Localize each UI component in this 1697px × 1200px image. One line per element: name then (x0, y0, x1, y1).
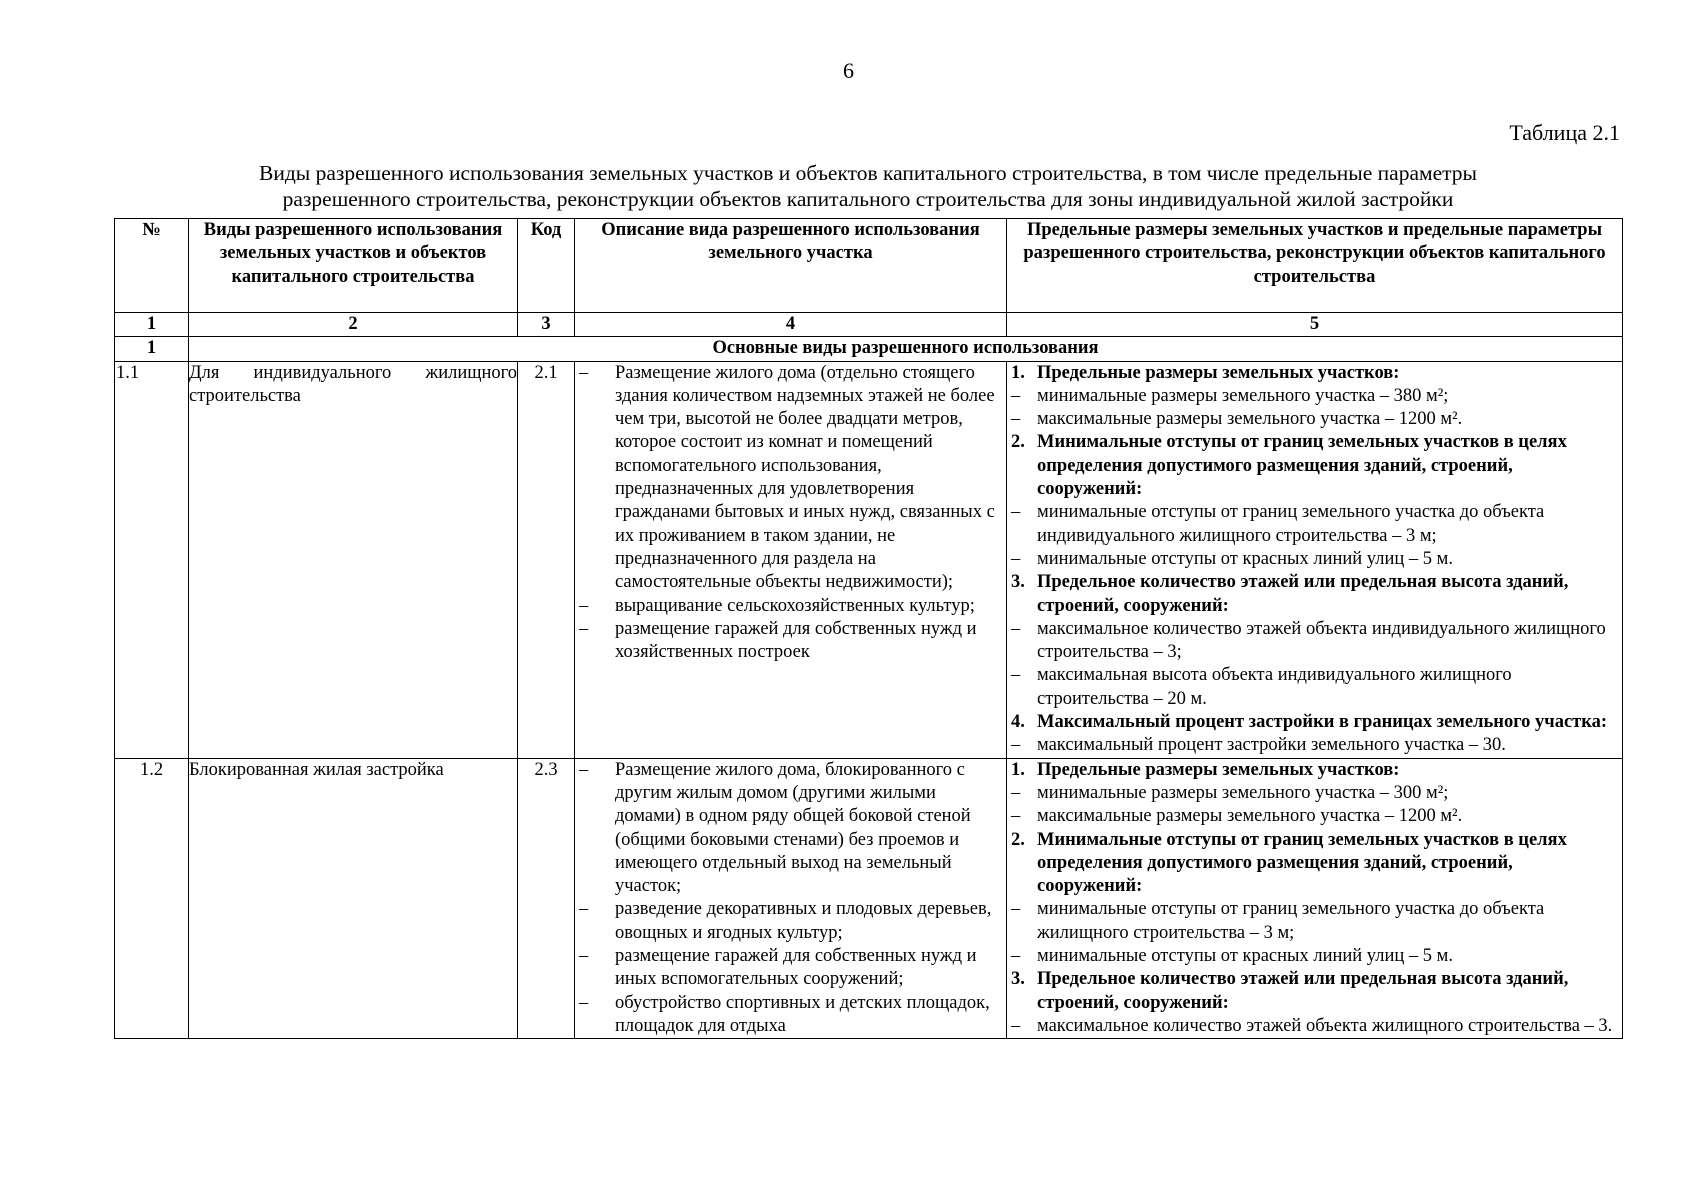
parameter-heading (1007, 362, 1622, 385)
parameter-item-text: минимальные отступы от границ земельного участка до объекта жилищного строительства – 3 м; (1037, 899, 1545, 943)
dash-marker: – (1011, 665, 1021, 686)
dash-marker: – (1011, 735, 1021, 756)
row-number: 1.1 (115, 361, 189, 758)
parameter-item (1007, 664, 1622, 711)
description-text: размещение гаражей для собственных нужд и иных вспомогательных сооружений; (615, 946, 977, 990)
description-item (575, 898, 1006, 945)
parameters (1007, 361, 1623, 758)
land-use-table (114, 218, 1623, 1039)
parameters (1007, 758, 1623, 1039)
parameter-item-text: максимальное количество этажей объекта индивидуального жилищного строительства – 3; (1037, 618, 1606, 663)
description-item (575, 945, 1006, 992)
column-number: 5 (1007, 313, 1623, 337)
use-code: 2.1 (518, 361, 575, 758)
parameter-item (1007, 945, 1622, 968)
parameter-number: 2. (1011, 432, 1025, 453)
description-text: обустройство спортивных и детских площадок, площадок для отдыха (615, 992, 990, 1036)
parameter-heading (1007, 571, 1622, 618)
parameter-item-text: минимальные отступы от красных линий улиц – 5 м. (1037, 548, 1453, 569)
parameter-number: 1. (1011, 362, 1025, 383)
section-number: 1 (115, 337, 189, 361)
parameter-item-text: минимальные размеры земельного участка – 300 м²; (1037, 782, 1449, 803)
description-item (575, 759, 1006, 899)
column-number: 3 (518, 313, 575, 337)
parameter-item-text: максимальные размеры земельного участка – 1200 м². (1037, 806, 1463, 827)
parameter-number: 4. (1011, 712, 1025, 733)
parameter-item (1007, 805, 1622, 828)
header-parameters: Предельные размеры земельных участков и предельные параметры разрешенного строительства, реконструкции объектов капитального строительства (1007, 219, 1623, 313)
parameter-item (1007, 501, 1622, 548)
parameter-group (1007, 968, 1622, 1038)
parameter-group (1007, 571, 1622, 711)
description-list (575, 362, 1006, 665)
header-description: Описание вида разрешенного использования земельного участка (575, 219, 1007, 313)
table-label: Таблица 2.1 (1509, 120, 1620, 145)
dash-marker: – (579, 595, 589, 616)
parameter-heading-text: Предельное количество этажей или предельная высота зданий, строений, сооружений: (1037, 572, 1569, 616)
parameter-heading (1007, 829, 1622, 899)
parameter-item-text: максимальный процент застройки земельного участка – 30. (1037, 735, 1506, 756)
description-text: выращивание сельскохозяйственных культур; (615, 595, 975, 616)
dash-marker: – (579, 946, 589, 967)
description-text: размещение гаражей для собственных нужд и хозяйственных построек (615, 618, 977, 663)
parameter-number: 1. (1011, 759, 1025, 780)
dash-marker: – (1011, 782, 1021, 803)
dash-marker: – (1011, 806, 1021, 827)
header-number: № (115, 219, 189, 313)
parameter-item (1007, 782, 1622, 805)
parameter-item-text: минимальные размеры земельного участка – 380 м²; (1037, 385, 1449, 406)
parameter-group (1007, 759, 1622, 829)
table-caption (114, 160, 1622, 212)
dash-marker: – (579, 899, 589, 920)
parameter-number: 2. (1011, 829, 1025, 850)
parameter-item-text: минимальные отступы от границ земельного участка до объекта индивидуального жилищного строительства – 3 м; (1037, 502, 1545, 546)
parameter-item-text: максимальная высота объекта индивидуального жилищного строительства – 20 м. (1037, 665, 1512, 709)
parameter-item-text: максимальное количество этажей объекта жилищного строительства – 3. (1037, 1015, 1613, 1036)
use-type-name: Для индивидуального жилищного строительства (189, 361, 518, 758)
dash-marker: – (579, 362, 589, 383)
parameter-item (1007, 408, 1622, 431)
use-description (575, 361, 1007, 758)
dash-marker: – (1011, 1015, 1021, 1036)
use-description (575, 758, 1007, 1039)
table-row (115, 361, 1623, 758)
column-number: 4 (575, 313, 1007, 337)
parameter-heading (1007, 759, 1622, 782)
parameter-heading-text: Минимальные отступы от границ земельных участков в целях определения допустимого размещения зданий, строений, сооружений: (1037, 432, 1567, 500)
description-item (575, 362, 1006, 595)
parameter-group (1007, 711, 1622, 758)
dash-marker: – (1011, 618, 1021, 639)
parameter-group (1007, 829, 1622, 969)
parameter-heading (1007, 968, 1622, 1015)
parameter-number: 3. (1011, 969, 1025, 990)
dash-marker: – (1011, 385, 1021, 406)
description-item (575, 992, 1006, 1039)
parameter-number: 3. (1011, 572, 1025, 593)
parameter-item (1007, 618, 1622, 665)
parameter-item-text: максимальные размеры земельного участка – 1200 м². (1037, 409, 1463, 430)
description-list (575, 759, 1006, 1039)
dash-marker: – (1011, 899, 1021, 920)
row-number: 1.2 (115, 758, 189, 1039)
parameter-heading (1007, 711, 1622, 734)
column-number-row (115, 313, 1623, 337)
header-row (115, 219, 1623, 313)
column-number: 2 (189, 313, 518, 337)
parameter-heading-text: Минимальные отступы от границ земельных участков в целях определения допустимого размещения зданий, строений, сооружений: (1037, 829, 1567, 897)
parameter-item (1007, 1015, 1622, 1038)
dash-marker: – (579, 759, 589, 780)
use-code: 2.3 (518, 758, 575, 1039)
parameter-heading-text: Предельные размеры земельных участков: (1037, 362, 1400, 383)
description-item (575, 595, 1006, 618)
header-use-type: Виды разрешенного использования земельных участков и объектов капитального строительства (189, 219, 518, 313)
dash-marker: – (1011, 548, 1021, 569)
parameter-item-text: минимальные отступы от красных линий улиц – 5 м. (1037, 946, 1453, 967)
description-item (575, 618, 1006, 665)
parameter-heading-text: Предельные размеры земельных участков: (1037, 759, 1400, 780)
parameter-group (1007, 431, 1622, 571)
description-text: Размещение жилого дома, блокированного с другим жилым домом (другими жилыми домами) в одном ряду общей боковой стеной (общими боковыми стенами) без проемов и имеющего отдельный выход на земельный участок; (615, 759, 971, 897)
dash-marker: – (579, 618, 589, 639)
header-code: Код (518, 219, 575, 313)
dash-marker: – (1011, 502, 1021, 523)
section-title: Основные виды разрешенного использования (189, 337, 1623, 361)
caption-line-2: разрешенного строительства, реконструкции объектов капитального строительства для зоны индивидуальной жилой застройки (282, 187, 1454, 211)
description-text: Размещение жилого дома (отдельно стоящего здания количеством надземных этажей не более чем три, высотой не более двадцати метров, которое состоит из комнат и помещений вспомогательного использования, предназначенных для удовлетворения гражданами бытовых и иных нужд, связанных с их проживанием в таком здании, не предназначенного для раздела на самостоятельные объекты недвижимости); (615, 362, 995, 593)
parameter-heading-text: Предельное количество этажей или предельная высота зданий, строений, сооружений: (1037, 969, 1569, 1013)
table-row (115, 758, 1623, 1039)
parameter-item (1007, 898, 1622, 945)
parameter-item (1007, 548, 1622, 571)
description-text: разведение декоративных и плодовых деревьев, овощных и ягодных культур; (615, 899, 992, 943)
section-row (115, 337, 1623, 361)
dash-marker: – (1011, 409, 1021, 430)
parameter-heading-text: Максимальный процент застройки в границах земельного участка: (1037, 712, 1608, 733)
use-type-name: Блокированная жилая застройка (189, 758, 518, 1039)
page-number: 6 (843, 58, 854, 83)
parameter-heading (1007, 431, 1622, 501)
parameter-item (1007, 385, 1622, 408)
parameter-item (1007, 734, 1622, 757)
dash-marker: – (579, 992, 589, 1013)
parameter-group (1007, 362, 1622, 432)
caption-line-1: Виды разрешенного использования земельных участков и объектов капитального строительства, в том числе предельные параметры (259, 161, 1477, 185)
dash-marker: – (1011, 946, 1021, 967)
column-number: 1 (115, 313, 189, 337)
